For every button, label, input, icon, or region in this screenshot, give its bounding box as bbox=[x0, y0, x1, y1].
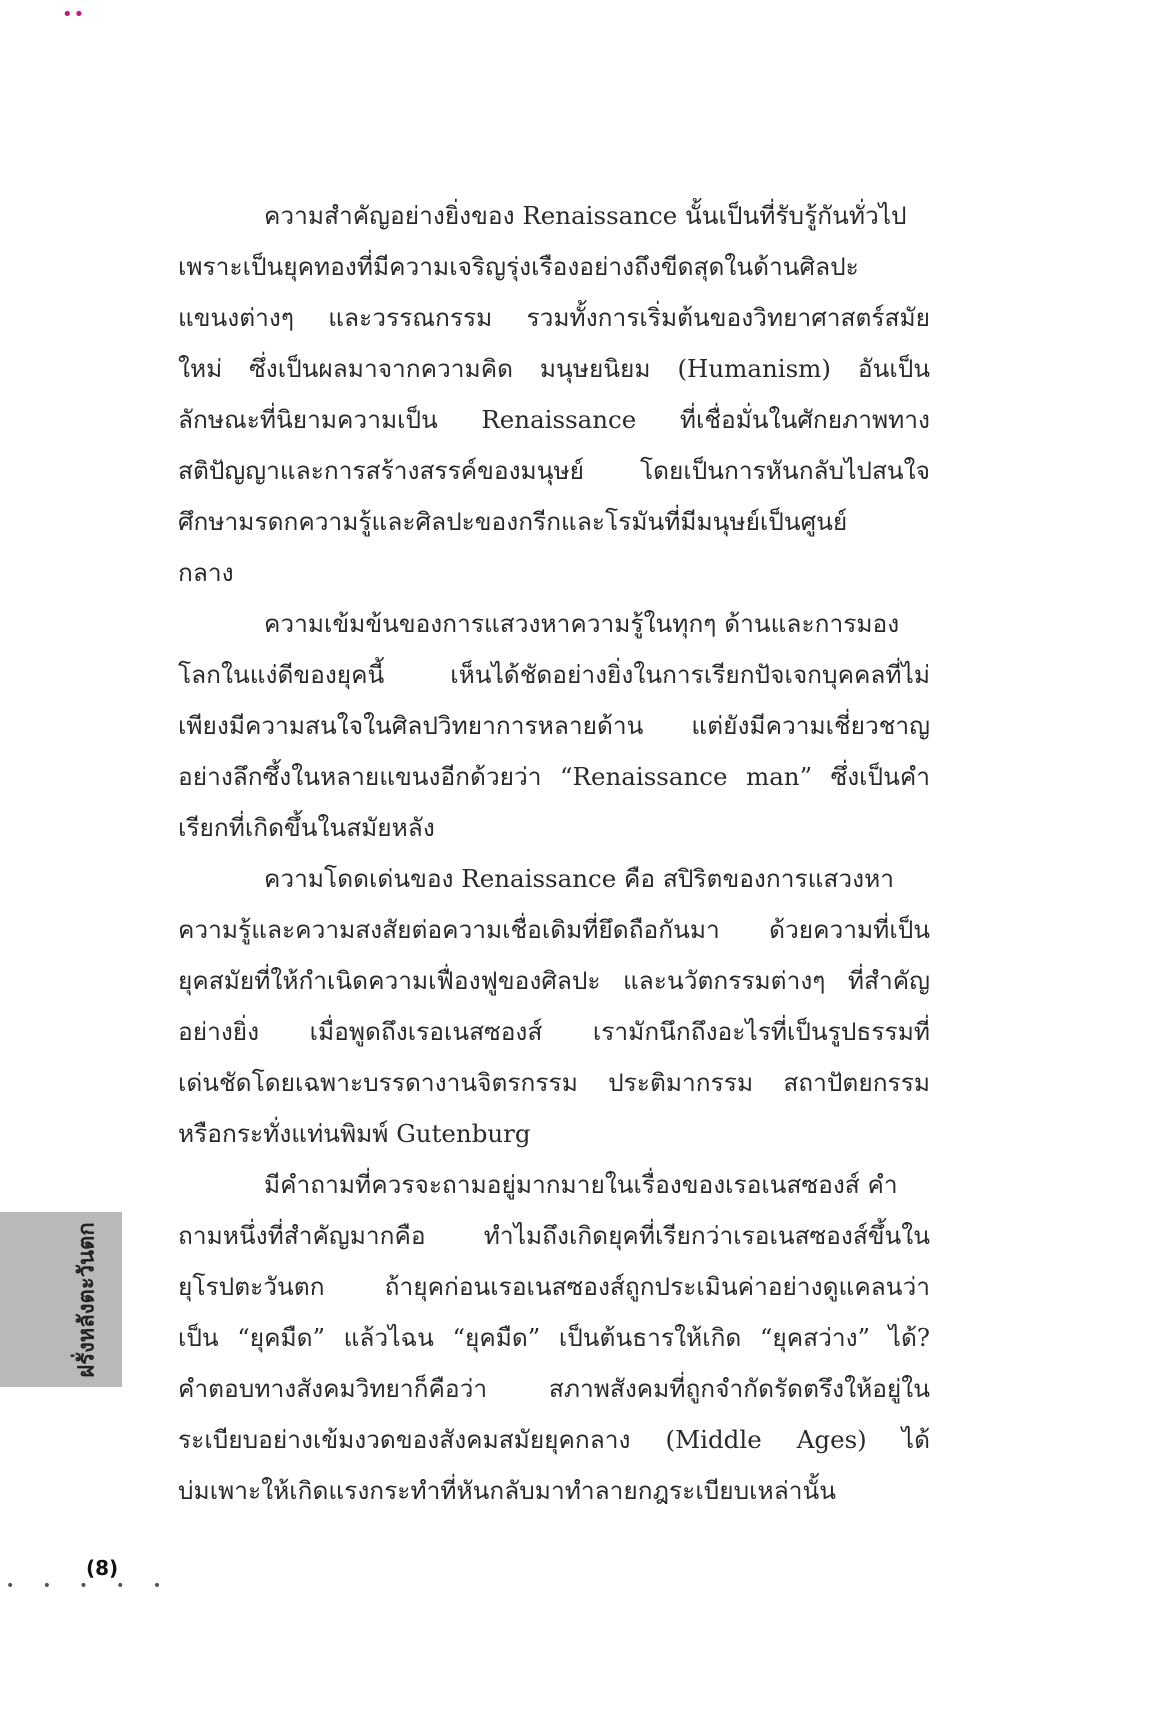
text-line: ยุคสมัยที่ให้กำเนิดความเฟื่องฟูของศิลปะ และนวัตกรรมต่างๆ ที่สำคัญ bbox=[178, 966, 930, 995]
text-line: ระเบียบอย่างเข้มงวดของสังคมสมัยยุคกลาง (Middle Ages) ได้ bbox=[178, 1425, 930, 1454]
text-line: ความรู้และความสงสัยต่อความเชื่อเดิมที่ยึดถือกันมา ด้วยความที่เป็น bbox=[178, 915, 930, 944]
body-text bbox=[178, 190, 930, 1516]
text-line: กลาง bbox=[178, 558, 234, 587]
chapter-side-tab-label: ฝรั่งหลังตะวันตก bbox=[74, 1222, 100, 1378]
text-line: ความสำคัญอย่างยิ่งของ Renaissance นั้นเป็นที่รับรู้กันทั่วไป bbox=[264, 201, 907, 230]
text-line: ศึกษามรดกความรู้และศิลปะของกรีกและโรมันที่มีมนุษย์เป็นศูนย์ bbox=[178, 507, 848, 536]
text-line: หรือกระทั่งแท่นพิมพ์ Gutenburg bbox=[178, 1119, 531, 1148]
footer-dots: • • • • • bbox=[6, 1578, 174, 1594]
text-line: อย่างยิ่ง เมื่อพูดถึงเรอเนสซองส์ เรามักนึกถึงอะไรที่เป็นรูปธรรมที่ bbox=[178, 1017, 930, 1046]
text-line: โลกในแง่ดีของยุคนี้ เห็นได้ชัดอย่างยิ่งในการเรียกปัจเจกบุคคลที่ไม่ bbox=[178, 660, 930, 689]
text-line: อย่างลึกซึ้งในหลายแขนงอีกด้วยว่า “Renaissance man” ซึ่งเป็นคำ bbox=[178, 762, 930, 791]
text-line: เพราะเป็นยุคทองที่มีความเจริญรุ่งเรืองอย่างถึงขีดสุดในด้านศิลปะ bbox=[178, 252, 859, 281]
text-line: ถามหนึ่งที่สำคัญมากคือ ทำไมถึงเกิดยุคที่เรียกว่าเรอเนสซองส์ขึ้นใน bbox=[178, 1221, 930, 1250]
text-line: เป็น “ยุคมืด” แล้วไฉน “ยุคมืด” เป็นต้นธารให้เกิด “ยุคสว่าง” ได้? bbox=[178, 1323, 930, 1352]
page-number: (8) bbox=[86, 1556, 119, 1580]
text-line: คำตอบทางสังคมวิทยาก็คือว่า สภาพสังคมที่ถูกจำกัดรัดตรึงให้อยู่ใน bbox=[178, 1374, 930, 1403]
text-line: แขนงต่างๆ และวรรณกรรม รวมทั้งการเริ่มต้นของวิทยาศาสตร์สมัย bbox=[178, 303, 930, 332]
text-line: ความเข้มข้นของการแสวงหาความรู้ในทุกๆ ด้านและการมอง bbox=[264, 609, 900, 638]
text-line: ลักษณะที่นิยามความเป็น Renaissance ที่เชื่อมั่นในศักยภาพทาง bbox=[178, 405, 930, 434]
text-line: ยุโรปตะวันตก ถ้ายุคก่อนเรอเนสซองส์ถูกประเมินค่าอย่างดูแคลนว่า bbox=[178, 1272, 930, 1301]
text-line: เรียกที่เกิดขึ้นในสมัยหลัง bbox=[178, 813, 435, 842]
text-line: เพียงมีความสนใจในศิลปวิทยาการหลายด้าน แต่ยังมีความเชี่ยวชาญ bbox=[178, 711, 930, 740]
chapter-side-tab bbox=[0, 1212, 122, 1387]
text-line: มีคำถามที่ควรจะถามอยู่มากมายในเรื่องของเรอเนสซองส์ คำ bbox=[264, 1170, 898, 1199]
text-line: ความโดดเด่นของ Renaissance คือ สปิริตของการแสวงหา bbox=[264, 864, 895, 893]
text-line: สติปัญญาและการสร้างสรรค์ของมนุษย์ โดยเป็นการหันกลับไปสนใจ bbox=[178, 456, 930, 485]
text-line: บ่มเพาะให้เกิดแรงกระทำที่หันกลับมาทำลายกฎระเบียบเหล่านั้น bbox=[178, 1476, 836, 1505]
text-line: ใหม่ ซึ่งเป็นผลมาจากความคิด มนุษยนิยม (Humanism) อันเป็น bbox=[178, 354, 930, 383]
corner-mark: •• bbox=[62, 4, 86, 25]
text-line: เด่นชัดโดยเฉพาะบรรดางานจิตรกรรม ประติมากรรม สถาปัตยกรรม bbox=[178, 1068, 930, 1097]
